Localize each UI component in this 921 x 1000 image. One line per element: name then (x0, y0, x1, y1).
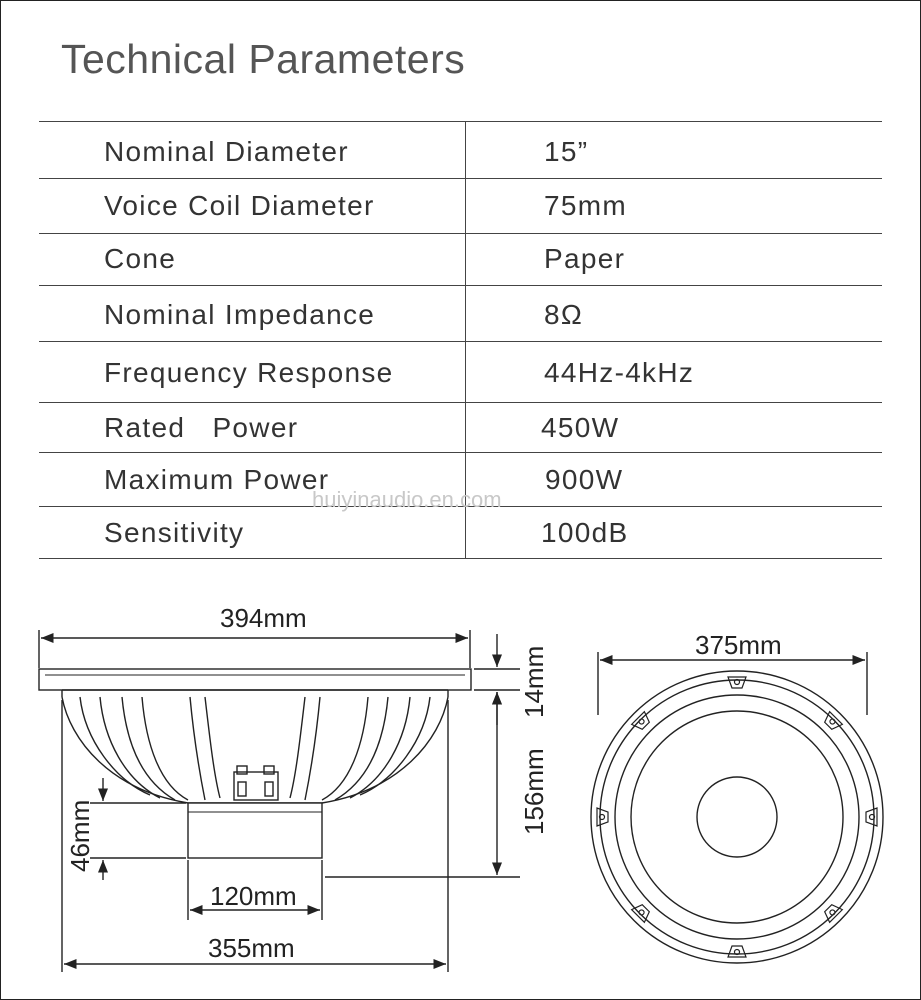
front-view (591, 652, 883, 963)
param-label: Voice Coil Diameter (104, 190, 375, 221)
param-value: 450W (541, 412, 620, 443)
param-value: 100dB (541, 517, 629, 548)
table-rule (39, 178, 882, 179)
page-title: Technical Parameters (61, 36, 466, 82)
dim-magnet-height: 46mm (65, 799, 95, 872)
param-value: 15” (544, 136, 589, 167)
param-value: 900W (545, 464, 624, 495)
watermark: huiyinaudio.en.com (312, 487, 502, 512)
dim-flange-height: 14mm (519, 645, 549, 718)
table-rule (39, 452, 882, 453)
table-rule (39, 233, 882, 234)
side-view (39, 630, 520, 972)
param-value: 8Ω (544, 299, 584, 330)
dim-mounting-diameter: 355mm (208, 933, 295, 963)
table-rule (39, 121, 882, 122)
param-label: Cone (104, 243, 177, 274)
param-value: 44Hz-4kHz (544, 357, 695, 388)
param-value: 75mm (544, 190, 627, 221)
table-rule (39, 402, 882, 403)
table-rule (39, 341, 882, 342)
dim-front-diameter: 375mm (695, 630, 782, 660)
param-label: Sensitivity (104, 517, 245, 548)
table-rule (39, 285, 882, 286)
param-label: Nominal Impedance (104, 299, 376, 330)
dim-overall-diameter: 394mm (220, 603, 307, 633)
dim-magnet-diameter: 120mm (210, 881, 297, 911)
param-value: Paper (544, 243, 626, 274)
param-label: Rated Power (104, 412, 299, 443)
dim-total-depth: 156mm (519, 748, 549, 835)
speaker-dimension-drawing (0, 590, 921, 990)
param-label: Nominal Diameter (104, 136, 349, 167)
param-label: Frequency Response (104, 357, 394, 388)
table-rule (39, 558, 882, 559)
param-label: Maximum Power (104, 464, 330, 495)
